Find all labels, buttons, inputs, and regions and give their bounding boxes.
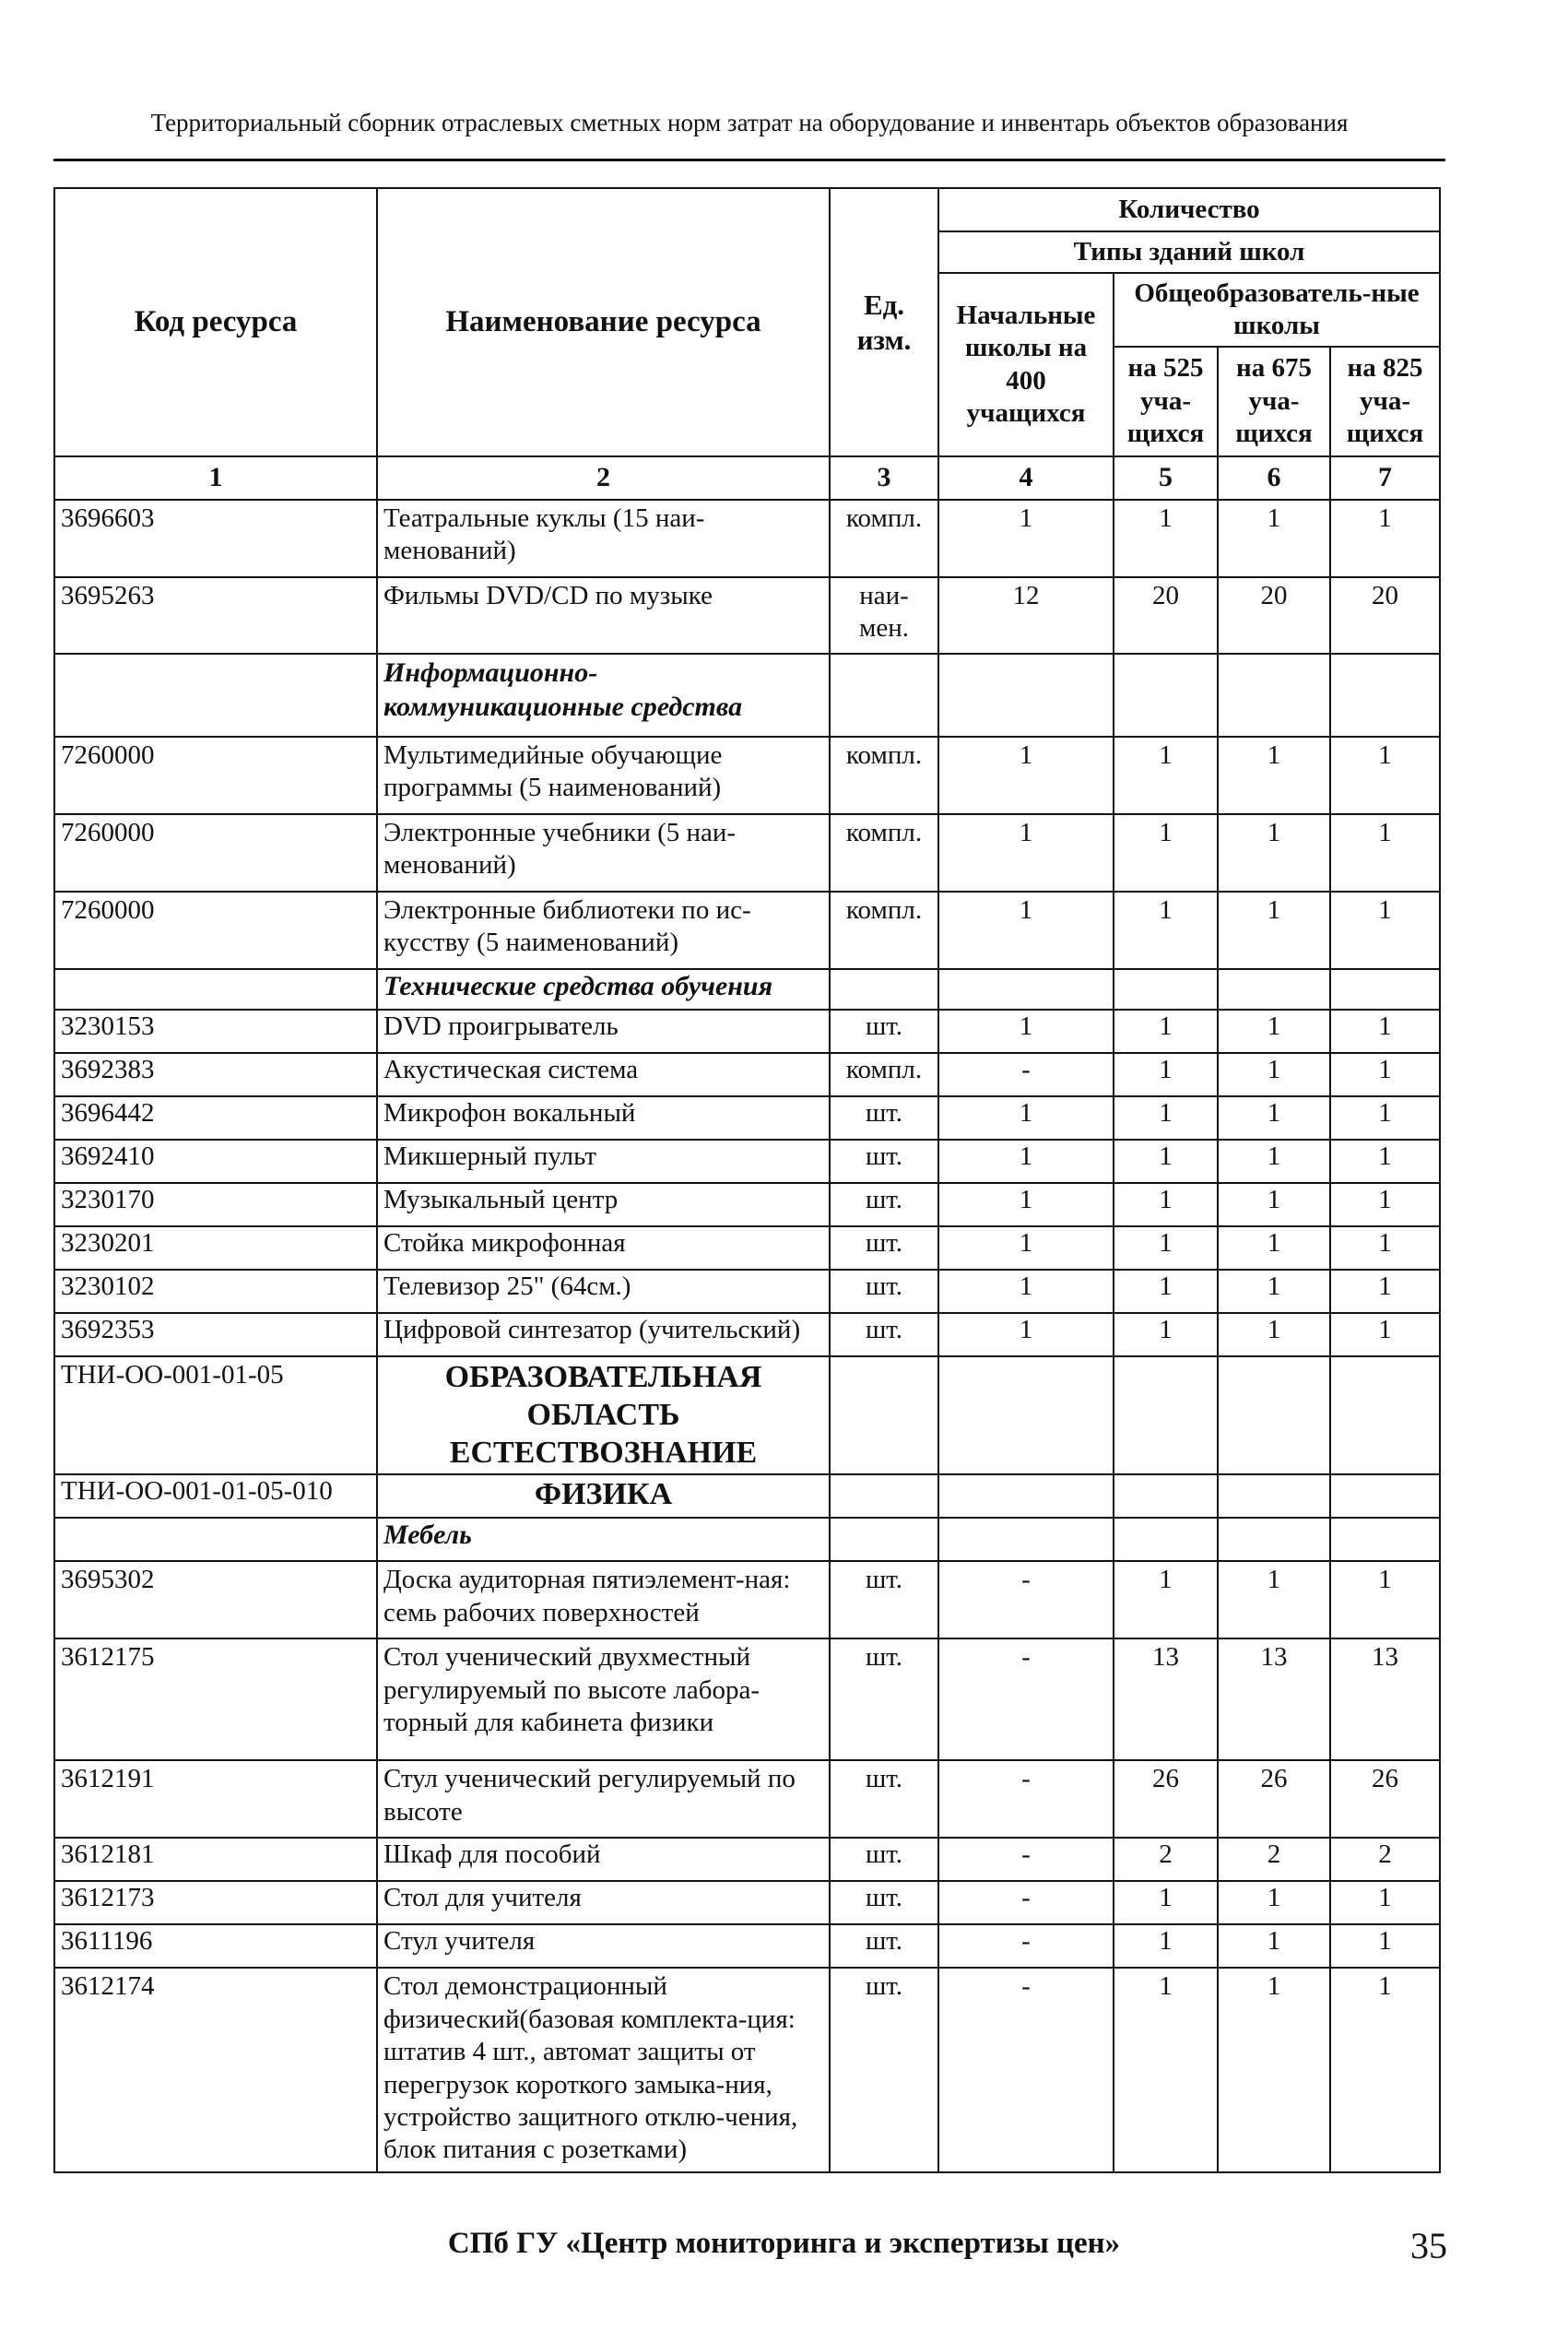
page-number: 35 [1410, 2225, 1447, 2266]
cell-c4: - [938, 1881, 1114, 1924]
cell-c5: 1 [1114, 1968, 1218, 2172]
cell-c6: 2 [1218, 1838, 1330, 1881]
cell-unit: шт. [830, 1183, 938, 1226]
cell-code: 3692353 [54, 1313, 377, 1356]
header-525: на 525 уча-щихся [1114, 347, 1218, 456]
cell-c6: 20 [1218, 577, 1330, 654]
cell-unit: компл. [830, 892, 938, 969]
cell-c4 [938, 654, 1114, 737]
cell-c4: - [938, 1924, 1114, 1968]
cell-c7: 26 [1330, 1760, 1440, 1838]
cell-unit: шт. [830, 1881, 938, 1924]
cell-c5: 1 [1114, 1183, 1218, 1226]
cell-unit [830, 654, 938, 737]
cell-c5 [1114, 1356, 1218, 1474]
header-675: на 675 уча-щихся [1218, 347, 1330, 456]
cell-name: Акустическая система [377, 1053, 830, 1096]
cell-c4: 1 [938, 892, 1114, 969]
cell-name: Фильмы DVD/CD по музыке [377, 577, 830, 654]
cell-name: Электронные библиотеки по ис-кусству (5 наименований) [377, 892, 830, 969]
cell-unit: шт. [830, 1638, 938, 1760]
table-row [54, 1638, 1440, 1760]
cell-unit: шт. [830, 1226, 938, 1270]
cell-c6: 1 [1218, 1140, 1330, 1183]
cell-c6: 1 [1218, 892, 1330, 969]
cell-code: 7260000 [54, 737, 377, 814]
cell-code: 3230201 [54, 1226, 377, 1270]
cell-c6: 1 [1218, 1053, 1330, 1096]
cell-c4: 1 [938, 1270, 1114, 1313]
cell-code: 3692383 [54, 1053, 377, 1096]
cell-c7: 1 [1330, 1313, 1440, 1356]
cell-c6: 1 [1218, 1313, 1330, 1356]
cell-code: 3612191 [54, 1760, 377, 1838]
col-num: 1 [54, 456, 377, 500]
cell-c5: 1 [1114, 1226, 1218, 1270]
cell-c4 [938, 1474, 1114, 1518]
header-primary-400: Начальные школы на 400 учащихся [938, 273, 1114, 456]
cell-c7: 1 [1330, 1183, 1440, 1226]
cell-code: 3611196 [54, 1924, 377, 1968]
col-num: 3 [830, 456, 938, 500]
cell-code: 7260000 [54, 892, 377, 969]
cell-code [54, 969, 377, 1010]
cell-unit: шт. [830, 1010, 938, 1053]
cell-name: Технические средства обучения [377, 969, 830, 1010]
cell-unit [830, 1474, 938, 1518]
cell-code [54, 654, 377, 737]
cell-c6 [1218, 654, 1330, 737]
table-row [54, 1053, 1440, 1096]
cell-code: 3230170 [54, 1183, 377, 1226]
cell-c6: 1 [1218, 1183, 1330, 1226]
cell-name: Мультимедийные обучающие программы (5 наименований) [377, 737, 830, 814]
cell-c6 [1218, 1356, 1330, 1474]
cell-c7: 1 [1330, 1270, 1440, 1313]
cell-name: Стойка микрофонная [377, 1226, 830, 1270]
cell-name: Стол демонстрационный физический(базовая комплекта-ция: штатив 4 шт., автомат защиты от перегрузок короткого замыка-ния, устройство защитного отклю-чения, блок питания с розетками) [377, 1968, 830, 2172]
cell-c5: 1 [1114, 1924, 1218, 1968]
cell-c6: 1 [1218, 814, 1330, 892]
cell-c5 [1114, 654, 1218, 737]
cell-code: 3612181 [54, 1838, 377, 1881]
cell-unit: шт. [830, 1760, 938, 1838]
header-general-schools: Общеобразователь-ные школы [1114, 273, 1440, 347]
section-row [54, 1518, 1440, 1561]
cell-c4: - [938, 1760, 1114, 1838]
cell-c7: 1 [1330, 1053, 1440, 1096]
table-row [54, 577, 1440, 654]
cell-name: Доска аудиторная пятиэлемент-ная: семь рабочих поверхностей [377, 1561, 830, 1638]
cell-code: 3695302 [54, 1561, 377, 1638]
cell-code: 3696442 [54, 1096, 377, 1140]
cell-c4: - [938, 1638, 1114, 1760]
cell-code: 3692410 [54, 1140, 377, 1183]
cell-code: ТНИ-ОО-001-01-05-010 [54, 1474, 377, 1518]
table-row [54, 1010, 1440, 1053]
section-row [54, 654, 1440, 737]
cell-c7: 1 [1330, 1924, 1440, 1968]
table-row [54, 1313, 1440, 1356]
cell-c7: 1 [1330, 1226, 1440, 1270]
cell-name: ФИЗИКА [377, 1474, 830, 1518]
cell-unit: шт. [830, 1924, 938, 1968]
cell-code [54, 1518, 377, 1561]
cell-name: Стол ученический двухместный регулируемый по высоте лабора-торный для кабинета физики [377, 1638, 830, 1760]
cell-name: Стул учителя [377, 1924, 830, 1968]
cell-c4: 1 [938, 1010, 1114, 1053]
cell-code: 3612175 [54, 1638, 377, 1760]
section-row [54, 969, 1440, 1010]
header-name: Наименование ресурса [377, 188, 830, 456]
header-825: на 825 уча-щихся [1330, 347, 1440, 456]
cell-c6: 1 [1218, 1226, 1330, 1270]
cell-c5: 1 [1114, 1313, 1218, 1356]
cell-name: Цифровой синтезатор (учительский) [377, 1313, 830, 1356]
header-code: Код ресурса [54, 188, 377, 456]
cell-c6: 26 [1218, 1760, 1330, 1838]
column-number-row [54, 456, 1440, 500]
table-row [54, 1760, 1440, 1838]
cell-c4: - [938, 1053, 1114, 1096]
cell-c7 [1330, 969, 1440, 1010]
col-num: 7 [1330, 456, 1440, 500]
col-num: 4 [938, 456, 1114, 500]
cell-c4: 1 [938, 500, 1114, 577]
cell-name: Театральные куклы (15 наи-менований) [377, 500, 830, 577]
footer-organization: СПб ГУ «Центр мониторинга и экспертизы цен» [447, 2227, 1121, 2260]
cell-code: ТНИ-ОО-001-01-05 [54, 1356, 377, 1474]
cell-c7: 1 [1330, 814, 1440, 892]
cell-unit: шт. [830, 1270, 938, 1313]
table-row [54, 1924, 1440, 1968]
table-row [54, 1838, 1440, 1881]
cell-c5 [1114, 1518, 1218, 1561]
cell-c6: 1 [1218, 1881, 1330, 1924]
cell-unit: шт. [830, 1838, 938, 1881]
col-num: 6 [1218, 456, 1330, 500]
cell-c7: 1 [1330, 1968, 1440, 2172]
cell-name: DVD проигрыватель [377, 1010, 830, 1053]
cell-c7: 1 [1330, 1096, 1440, 1140]
cell-c7: 1 [1330, 892, 1440, 969]
cell-code: 3696603 [54, 500, 377, 577]
cell-name: Музыкальный центр [377, 1183, 830, 1226]
cell-c5: 1 [1114, 814, 1218, 892]
cell-name: Телевизор 25" (64см.) [377, 1270, 830, 1313]
resource-table [53, 187, 1441, 2173]
cell-c7: 20 [1330, 577, 1440, 654]
cell-c4: 1 [938, 1096, 1114, 1140]
cell-name: Стул ученический регулируемый по высоте [377, 1760, 830, 1838]
cell-c5: 1 [1114, 892, 1218, 969]
cell-c5: 1 [1114, 1053, 1218, 1096]
cell-unit: компл. [830, 814, 938, 892]
cell-unit: шт. [830, 1313, 938, 1356]
table-row [54, 1140, 1440, 1183]
col-num: 2 [377, 456, 830, 500]
cell-c4 [938, 1518, 1114, 1561]
cell-c4 [938, 1356, 1114, 1474]
table-row [54, 1881, 1440, 1924]
cell-code: 3612173 [54, 1881, 377, 1924]
cell-name: Мебель [377, 1518, 830, 1561]
cell-c7: 2 [1330, 1838, 1440, 1881]
cell-c4: 1 [938, 1226, 1114, 1270]
cell-c7 [1330, 654, 1440, 737]
cell-unit: компл. [830, 737, 938, 814]
cell-c4 [938, 969, 1114, 1010]
cell-unit: шт. [830, 1561, 938, 1638]
header-rule [53, 159, 1445, 161]
subarea-row [54, 1474, 1440, 1518]
cell-c6: 1 [1218, 1924, 1330, 1968]
cell-c7: 1 [1330, 1561, 1440, 1638]
cell-c6 [1218, 1518, 1330, 1561]
cell-code: 3230153 [54, 1010, 377, 1053]
cell-c5 [1114, 969, 1218, 1010]
cell-c5: 2 [1114, 1838, 1218, 1881]
cell-name: Электронные учебники (5 наи-менований) [377, 814, 830, 892]
area-row [54, 1356, 1440, 1474]
cell-c7 [1330, 1518, 1440, 1561]
cell-c5 [1114, 1474, 1218, 1518]
header-quantity: Количество [938, 188, 1440, 231]
table-row [54, 1096, 1440, 1140]
cell-c4: 1 [938, 1313, 1114, 1356]
cell-name: Информационно-коммуникационные средства [377, 654, 830, 737]
table-row [54, 737, 1440, 814]
col-num: 5 [1114, 456, 1218, 500]
cell-c6: 1 [1218, 737, 1330, 814]
cell-c5: 1 [1114, 1140, 1218, 1183]
table-row [54, 1226, 1440, 1270]
cell-c7: 13 [1330, 1638, 1440, 1760]
running-header: Территориальный сборник отраслевых сметных норм затрат на оборудование и инвентарь объектов образования [150, 109, 1349, 136]
cell-c5: 13 [1114, 1638, 1218, 1760]
cell-unit [830, 1518, 938, 1561]
cell-c7: 1 [1330, 500, 1440, 577]
cell-unit: шт. [830, 1096, 938, 1140]
cell-unit [830, 1356, 938, 1474]
cell-c6: 1 [1218, 1270, 1330, 1313]
cell-c4: - [938, 1838, 1114, 1881]
cell-c5: 1 [1114, 1270, 1218, 1313]
table-row [54, 500, 1440, 577]
cell-name: Микшерный пульт [377, 1140, 830, 1183]
table-row [54, 1968, 1440, 2172]
table-row [54, 814, 1440, 892]
cell-c4: 1 [938, 737, 1114, 814]
cell-c7: 1 [1330, 1881, 1440, 1924]
cell-c4: 12 [938, 577, 1114, 654]
cell-unit: наи-мен. [830, 577, 938, 654]
cell-name: ОБРАЗОВАТЕЛЬНАЯ ОБЛАСТЬ ЕСТЕСТВОЗНАНИЕ [377, 1356, 830, 1474]
cell-c7 [1330, 1356, 1440, 1474]
cell-unit: шт. [830, 1968, 938, 2172]
cell-c6 [1218, 969, 1330, 1010]
table-row [54, 1561, 1440, 1638]
cell-c4: 1 [938, 814, 1114, 892]
cell-c5: 20 [1114, 577, 1218, 654]
cell-c6: 13 [1218, 1638, 1330, 1760]
cell-c6: 1 [1218, 500, 1330, 577]
cell-c6: 1 [1218, 1968, 1330, 2172]
cell-c5: 26 [1114, 1760, 1218, 1838]
cell-unit: компл. [830, 500, 938, 577]
table-row [54, 1270, 1440, 1313]
cell-c4: 1 [938, 1183, 1114, 1226]
cell-c6: 1 [1218, 1010, 1330, 1053]
cell-name: Стол для учителя [377, 1881, 830, 1924]
cell-c5: 1 [1114, 1561, 1218, 1638]
cell-c7: 1 [1330, 737, 1440, 814]
cell-c7 [1330, 1474, 1440, 1518]
table-row [54, 1183, 1440, 1226]
cell-code: 3612174 [54, 1968, 377, 2172]
table-row [54, 892, 1440, 969]
cell-code: 3230102 [54, 1270, 377, 1313]
header-building-types: Типы зданий школ [938, 231, 1440, 273]
cell-c5: 1 [1114, 1010, 1218, 1053]
cell-c6: 1 [1218, 1096, 1330, 1140]
cell-c4: 1 [938, 1140, 1114, 1183]
cell-c6: 1 [1218, 1561, 1330, 1638]
cell-code: 3695263 [54, 577, 377, 654]
cell-c5: 1 [1114, 1096, 1218, 1140]
cell-name: Микрофон вокальный [377, 1096, 830, 1140]
cell-name: Шкаф для пособий [377, 1838, 830, 1881]
cell-c5: 1 [1114, 1881, 1218, 1924]
header-unit: Ед. изм. [830, 188, 938, 456]
cell-c7: 1 [1330, 1010, 1440, 1053]
cell-c6 [1218, 1474, 1330, 1518]
cell-unit [830, 969, 938, 1010]
cell-c5: 1 [1114, 737, 1218, 814]
cell-unit: компл. [830, 1053, 938, 1096]
cell-code: 7260000 [54, 814, 377, 892]
cell-c5: 1 [1114, 500, 1218, 577]
cell-unit: шт. [830, 1140, 938, 1183]
cell-c7: 1 [1330, 1140, 1440, 1183]
cell-c4: - [938, 1968, 1114, 2172]
cell-c4: - [938, 1561, 1114, 1638]
